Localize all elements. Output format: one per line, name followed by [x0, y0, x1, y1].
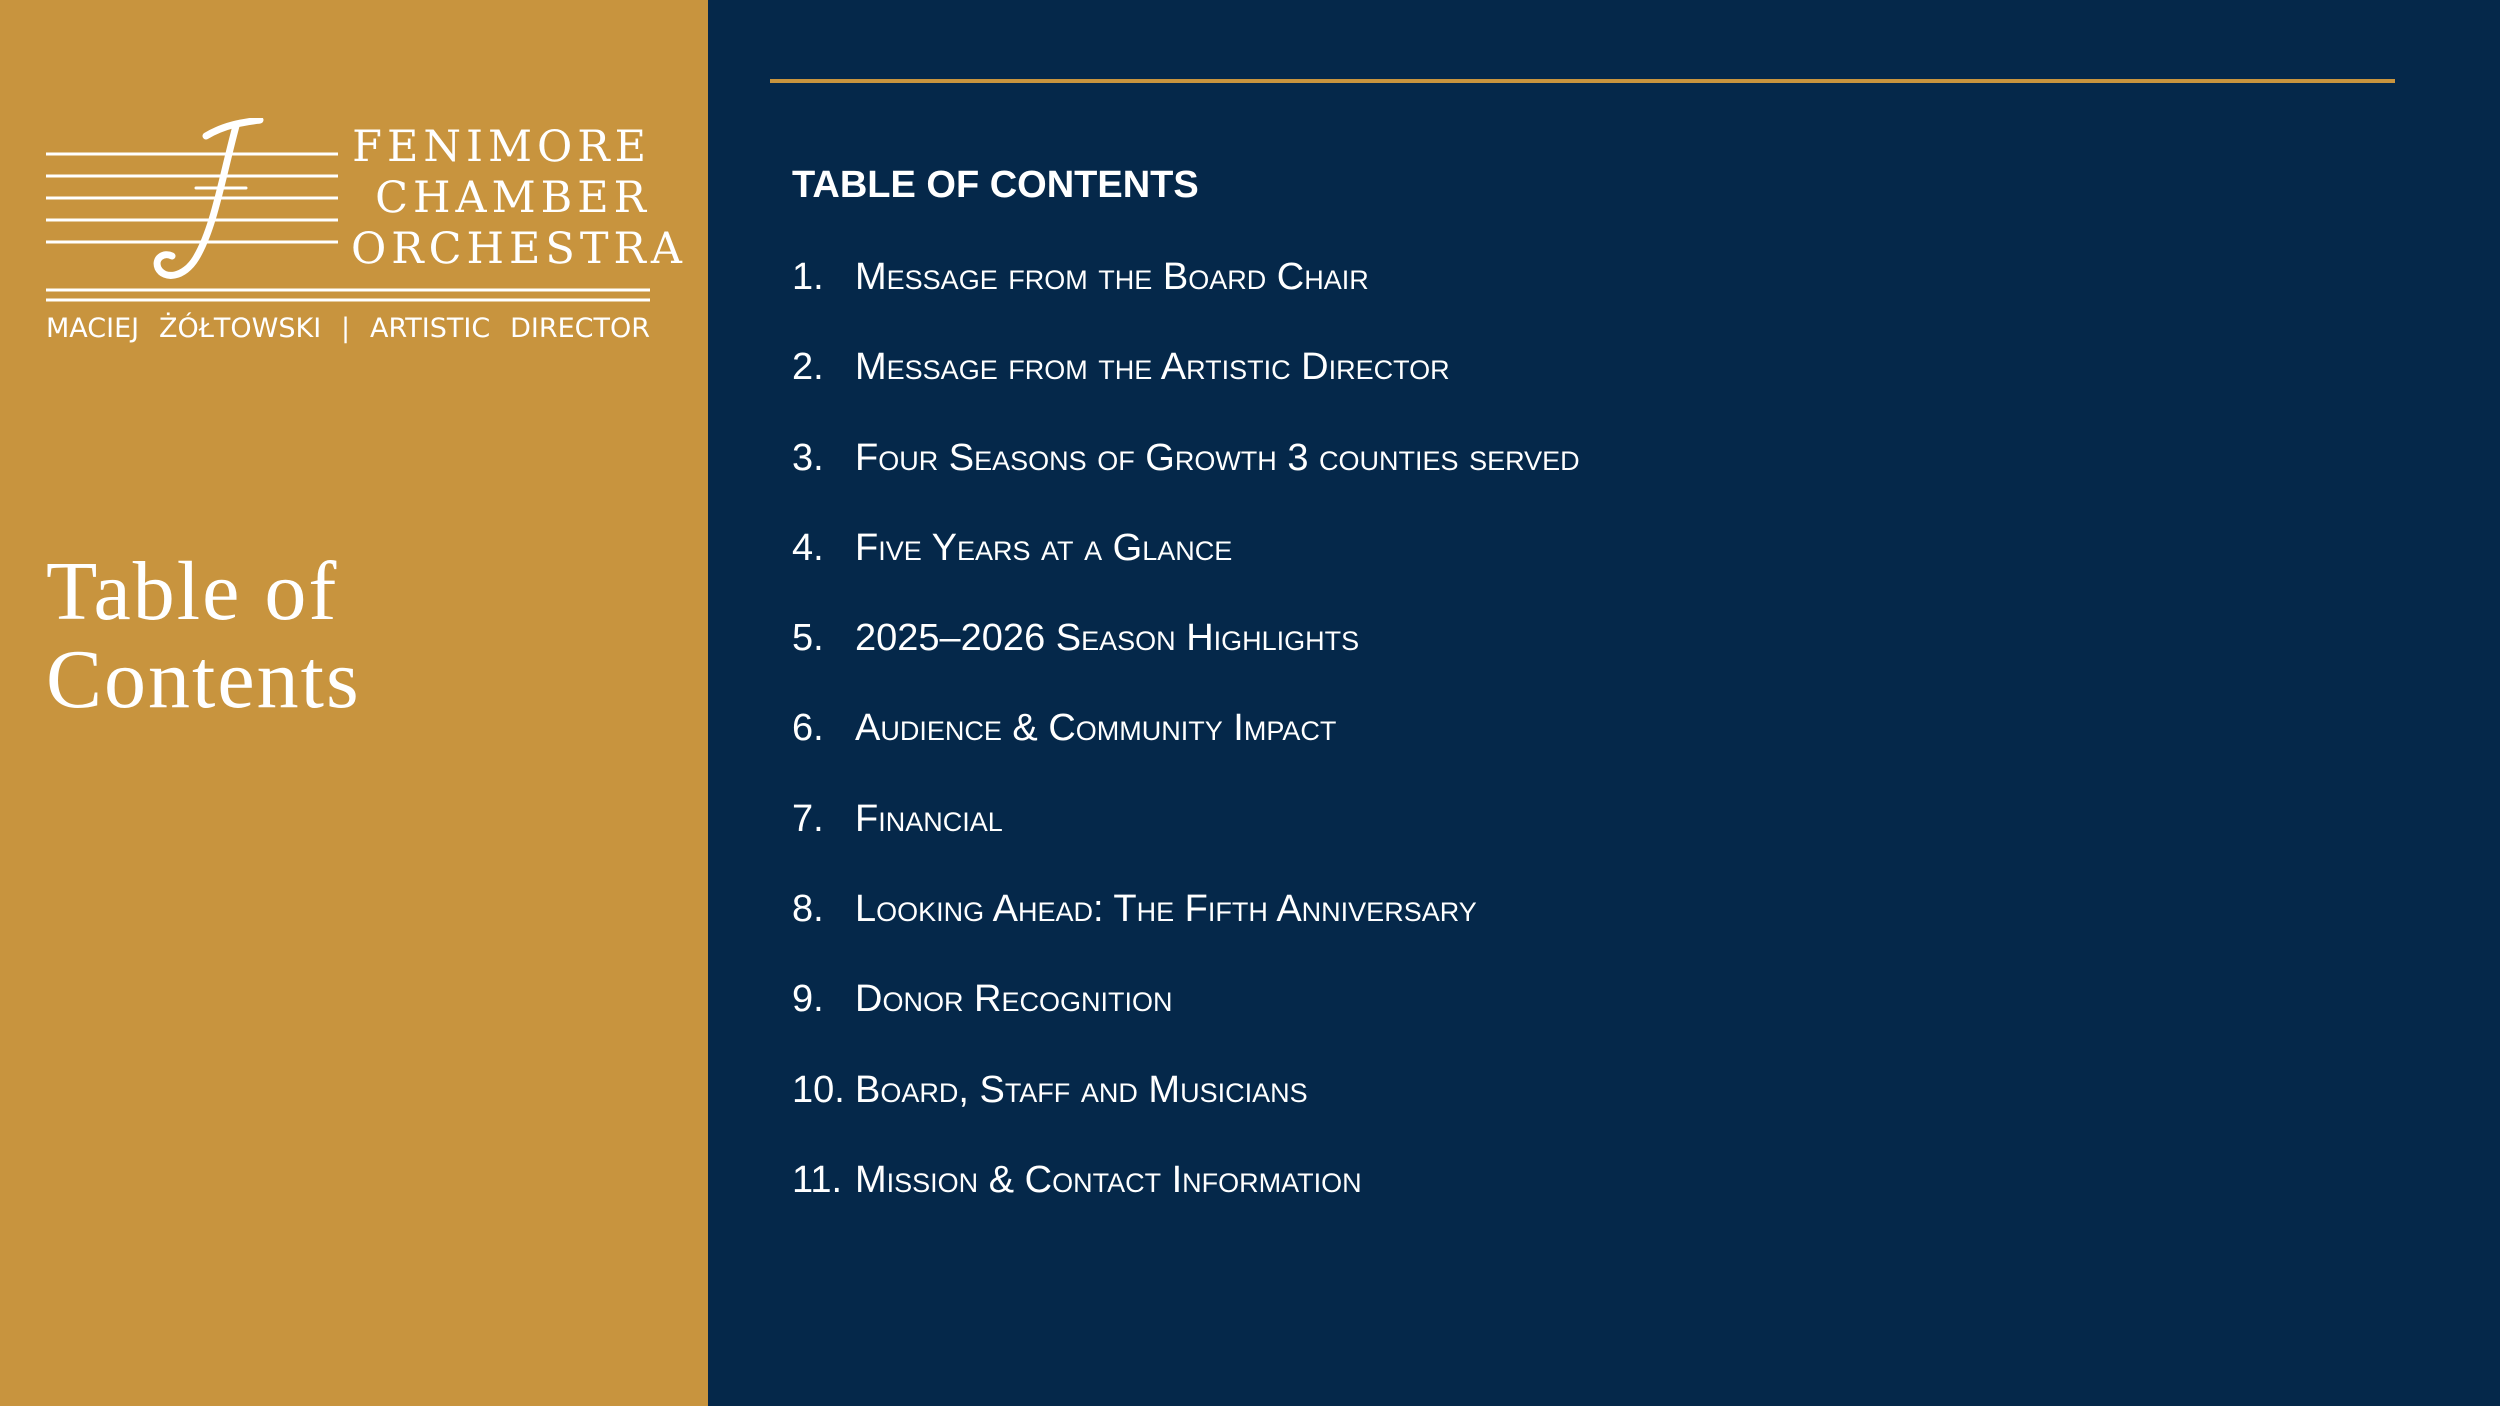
toc-item — [792, 429, 2342, 519]
toc-item — [792, 970, 2342, 1060]
logo-name-line-1: FENIMORE — [352, 122, 651, 172]
toc-heading: TABLE OF CONTENTS — [792, 164, 1199, 206]
toc-item — [792, 1151, 2342, 1241]
toc-item — [792, 1061, 2342, 1151]
toc-item-text: Audience & Community Impact — [855, 707, 1337, 750]
section-title — [46, 545, 666, 726]
toc-item-text: Message from the Board Chair — [855, 256, 1369, 298]
toc-item-number: 9. — [792, 978, 824, 1021]
toc-item — [792, 790, 2342, 880]
toc-item-text: Four Seasons of Growth 3 counties served — [855, 436, 1580, 479]
toc-item-text: Financial — [855, 797, 1003, 840]
toc-list — [792, 248, 2342, 1241]
toc-item-text: Message from the Artistic Director — [855, 346, 1450, 389]
toc-item-number: 11. — [792, 1158, 843, 1201]
toc-item — [792, 609, 2342, 699]
toc-item-text: 2025–2026 Season Highlights — [855, 617, 1360, 660]
toc-item — [792, 519, 2342, 609]
toc-item-text: Looking Ahead: The Fifth Anniversary — [855, 888, 1477, 931]
toc-item-number: 7. — [792, 797, 824, 840]
orchestra-name — [351, 122, 687, 275]
toc-item — [792, 338, 2342, 428]
toc-item-number: 1. — [792, 256, 824, 298]
toc-item — [792, 699, 2342, 789]
section-title-line-1: Table of — [46, 545, 339, 638]
toc-item-text: Board, Staff and Musicians — [855, 1068, 1308, 1111]
toc-item-text: Five Years at a Glance — [855, 526, 1233, 569]
toc-item — [792, 248, 2342, 338]
toc-item-number: 4. — [792, 526, 824, 569]
logo-name-line-2: CHAMBER — [375, 173, 651, 223]
toc-item-number: 5. — [792, 617, 824, 660]
orchestra-logo — [46, 118, 687, 348]
top-divider-rule — [770, 79, 2395, 83]
toc-item-text: Donor Recognition — [855, 978, 1173, 1021]
toc-item-number: 8. — [792, 888, 824, 931]
toc-item — [792, 880, 2342, 970]
logo-name-line-3: ORCHESTRA — [351, 224, 687, 274]
toc-item-number: 2. — [792, 346, 824, 389]
toc-item-text: Mission & Contact Information — [855, 1158, 1362, 1201]
artistic-director-tagline: MACIEJ ŻÓŁTOWSKI | ARTISTIC DIRECTOR — [46, 313, 650, 344]
toc-item-number: 3. — [792, 436, 824, 479]
toc-item-number: 10. — [792, 1068, 845, 1111]
section-title-line-2: Contents — [46, 633, 361, 726]
toc-item-number: 6. — [792, 707, 824, 750]
